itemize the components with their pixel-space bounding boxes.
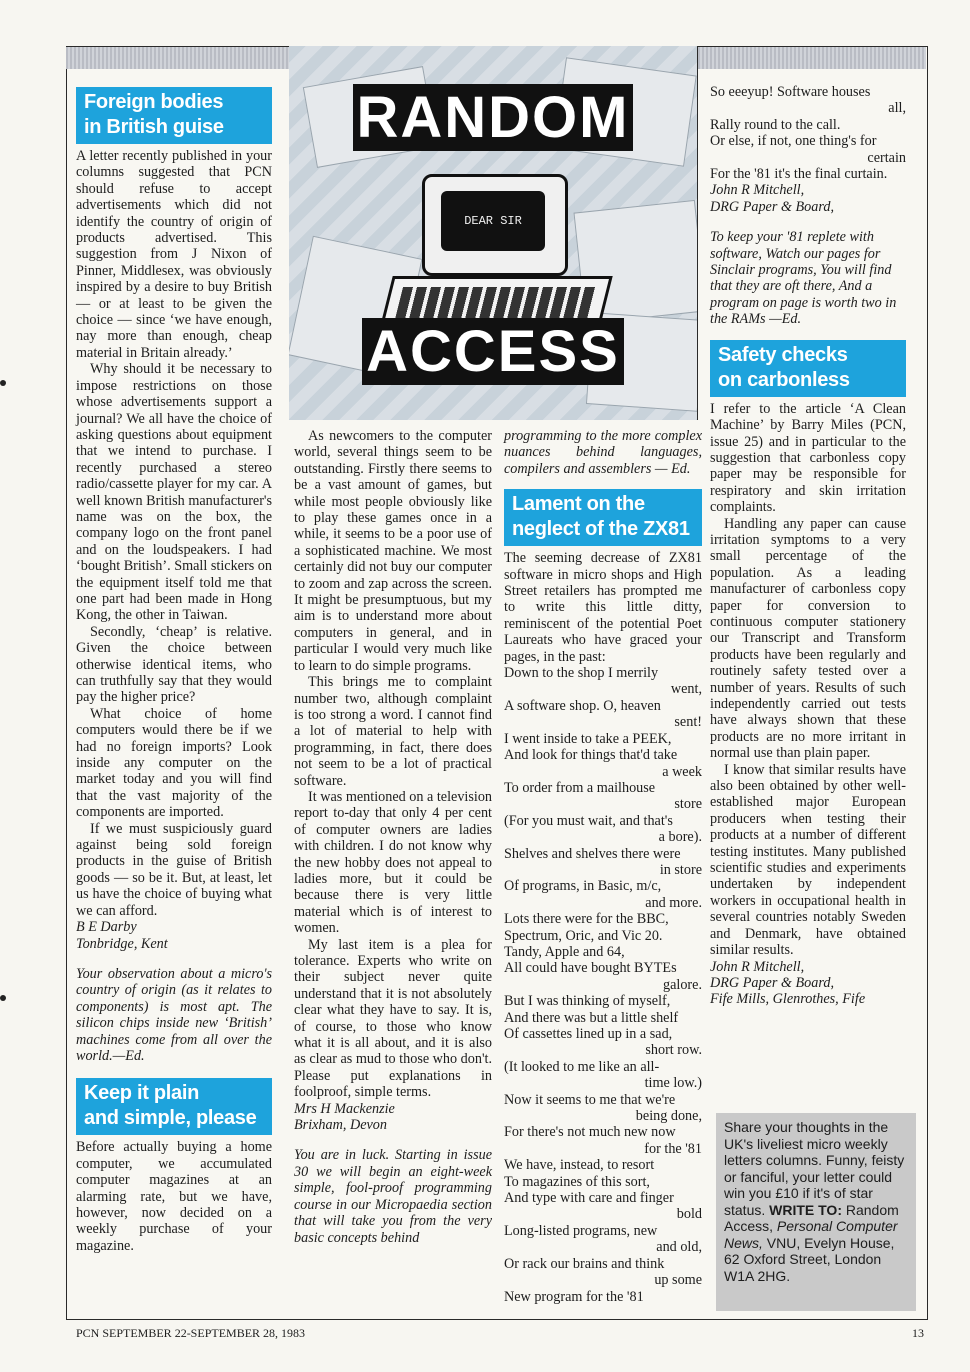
- column-2: [294, 428, 492, 1246]
- poem-line: We have, instead, to resort: [504, 1157, 655, 1174]
- column-3: [504, 428, 702, 1305]
- banner-title-random: RANDOM: [289, 84, 697, 151]
- editor-reply: To keep your '81 replete with software, Watch our pages for Sinclair programs, You will find that they are oft there, And a program on page is worth two in the RAMs —Ed.: [710, 229, 897, 328]
- poem: [710, 84, 906, 182]
- write-to-label: WRITE TO:: [769, 1201, 842, 1218]
- signature: John R Mitchell,: [710, 182, 805, 199]
- body-text: My last item is a plea for tolerance. Experts who write on their subject never quite understand that it is not absolutely clear what they have to say. It is, of course, to those who know what it is all about, and it is also as clear as mud to those who don't. Please put explanations in foolproof, simple terms.: [294, 936, 492, 1101]
- poem: [504, 665, 702, 1305]
- poem-line: New program for the '81: [504, 1288, 644, 1305]
- poem-line: A software shop. O, heaven sent!: [504, 697, 702, 731]
- page-number: 13: [912, 1326, 924, 1340]
- body-text: Handling any paper can cause irritation symptoms to a very small percentage of the population. As a leading manufacturer of carbonless copy paper for conversion to continuous computer stationery our Transcript and Transform products have been regularly and routinely safety tested over a number of years. Results of such independently carried out tests have always shown that these products are no more irritant in normal use than plain paper.: [710, 515, 906, 762]
- editor-reply-cont: programming to the more complex nuances behind languages, compilers and assemblers — Ed.: [504, 428, 702, 477]
- headline-lament: Lament on the neglect of the ZX81: [504, 489, 702, 546]
- poem-line: To magazines of this sort,: [504, 1173, 650, 1190]
- poem-line: Spectrum, Oric, and Vic 20.: [504, 927, 663, 944]
- editor-reply: Your observation about a micro's country of origin (as it relates to components) is most apt. The silicon chips inside new ‘British’ machines come from all over the world.—Ed.: [76, 965, 272, 1064]
- poem-line: Of cassettes lined up in a sad, short row.: [504, 1026, 702, 1059]
- signature-company: DRG Paper & Board,: [710, 974, 834, 991]
- poem-line: And type with care and finger bold: [504, 1190, 702, 1223]
- poem-line: Rally round to the call.: [710, 116, 841, 133]
- headline-safety-checks: Safety checks on carbonless: [710, 340, 906, 397]
- poem-line: Shelves and shelves there were in store: [504, 845, 702, 878]
- poem-line: Down to the shop I merrily went,: [504, 665, 702, 698]
- poem-line: (For you must wait, and that's a bore).: [504, 812, 702, 846]
- poem-line: Or rack our brains and think up some: [504, 1255, 702, 1289]
- share-box: [716, 1113, 916, 1311]
- signature-place: Fife Mills, Glenrothes, Fife: [710, 991, 866, 1008]
- body-text: I refer to the article ‘A Clean Machine’ by Barry Miles (PCN, issue 25) and in particular to the suggestion that carbonless copy paper may be responsible for respiratory and skin irritation complaints.: [710, 400, 906, 516]
- poem-line: And there was but a little shelf: [504, 1009, 679, 1026]
- editor-reply: You are in luck. Starting in issue 30 we will begin an eight-week simple, fool-proof programming course in our Micropaedia section that will take you from the very basic concepts behind: [294, 1147, 492, 1246]
- binder-hole: [0, 995, 6, 1001]
- body-text: If we must suspiciously guard against being sold foreign products in the guise of British goods — so be it. But, at least, let us have the choice of buying what we can afford.: [76, 820, 272, 919]
- poem-line: So eeeyup! Software houses all,: [710, 84, 906, 117]
- poem-line: Lots there were for the BBC,: [504, 911, 669, 928]
- headline-foreign-bodies: Foreign bodies in British guise: [76, 87, 272, 144]
- poem-line: Tandy, Apple and 64,: [504, 943, 625, 960]
- body-text: What choice of home computers would there be if we had no foreign imports? Look inside any computer on the market today and you will find that the vast majority of the components are imported.: [76, 705, 272, 821]
- poem-line: And look for things that'd take a week: [504, 747, 702, 780]
- poem-line: But I was thinking of myself,: [504, 993, 671, 1010]
- body-text: Before actually buying a home computer, we accumulated computer magazines at an alarming rate, but we have, however, now decided on a weekly purchase of your magazine.: [76, 1139, 272, 1254]
- signature-place: Brixham, Devon: [294, 1117, 387, 1134]
- poem-line: All could have bought BYTEs galore.: [504, 960, 702, 993]
- signature: John R Mitchell,: [710, 958, 805, 975]
- body-text: This brings me to complaint number two, although complaint is too strong a word. I cannot find a lot of material to help with programming, in fact, there does not seem to be a lot of practical software.: [294, 674, 492, 789]
- body-text: I know that similar results have also been obtained by other well-established major European producers when testing their products at a number of different testing institutes. Many published scientific studies and experiments undertaken by independent workers in occupational health in several countries notably Sweden and Denmark, have obtained similar results.: [710, 761, 906, 959]
- poem-line: For there's not much new now for the '81: [504, 1124, 702, 1157]
- signature-place: DRG Paper & Board,: [710, 198, 834, 215]
- column-1: [76, 87, 272, 1254]
- address-line: Personal Computer News,: [724, 1218, 898, 1251]
- signature: B E Darby: [76, 919, 137, 936]
- random-access-banner: [289, 46, 698, 420]
- poem-line: Of programs, in Basic, m/c, and more.: [504, 878, 702, 911]
- body-text: The seeming decrease of ZX81 software in micro shops and High Street retailers has prompted me to write this little ditty, reminiscent of the potential Poet Laureats who have graced your pages, in the past:: [504, 550, 702, 665]
- body-text: Why should it be necessary to impose restrictions on those whose advertisements support a journal? We all have the choice of asking questions about equipment that we intend to purchase. I recently purchased a stereo radio/cassette player for my car. A well known British manufacturer's name was on the box, the company logo on the front panel and on the loudspeakers. I had ‘bought British’. Small stickers on the equipment itself told me that one part had been made in Hong Kong, the other in Taiwan.: [76, 361, 273, 624]
- poem-line: I went inside to take a PEEK,: [504, 730, 672, 747]
- poem-line: (It looked to me like an all- time low.): [504, 1058, 702, 1092]
- body-text: A letter recently published in your columns suggested that PCN should refuse to accept advertisements which did not identify the country of origin of products advertised. This suggestion from J Nixon of Pinner, Middlesex, was obviously inspired by a desire to buy British — or at least to be given the choice — since ‘we have enough, nay more than enough, cheap material in Britain already.’: [76, 148, 272, 361]
- footer-issue: PCN SEPTEMBER 22-SEPTEMBER 28, 1983: [76, 1326, 306, 1340]
- signature-place: Tonbridge, Kent: [76, 935, 168, 952]
- poem-line: Long-listed programs, new and old,: [504, 1222, 702, 1256]
- poem-line: Now it seems to me that we're being done,: [504, 1091, 702, 1125]
- address-line: Random Access,: [724, 1201, 899, 1234]
- body-text: Secondly, ‘cheap’ is relative. Given the choice between otherwise identical items, who can truthfully say that they would pay the higher price?: [76, 623, 272, 706]
- body-text: As newcomers to the computer world, several things seem to be outstanding. Firstly there seems to be a vast amount of games, but while most people obviously like to play these games once in a while, it seems to be a poor use of a sophisticated machine. We most certainly did not buy our computer to zoom and zap across the screen. It might be presumptuous, but my aim is to understand more about computers in general, and in particular I would very much like to learn to do simple programs.: [294, 428, 492, 674]
- poem-line: Or else, if not, one thing's for certain: [710, 133, 906, 166]
- binder-hole: [0, 380, 6, 386]
- column-4: [710, 84, 906, 1008]
- monitor-screen-text: DEAR SIR: [441, 191, 545, 251]
- signature: Mrs H Mackenzie: [294, 1100, 395, 1117]
- share-text: Share your thoughts in the UK's liveliest micro weekly letters columns. Funny, feisty or fanciful, your letter could win you £10 if it's of star status.: [724, 1119, 905, 1218]
- banner-title-access: ACCESS: [289, 318, 697, 385]
- body-text: It was mentioned on a television report to-day that only 4 per cent of computer owners are ladies with children. I do not know why the new hobby does not appeal to ladies more, but it could be because there is very little material which is of interest to women.: [294, 788, 493, 937]
- address-line: VNU, Evelyn House, 62 Oxford Street, London W1A 2HG.: [724, 1234, 895, 1284]
- headline-keep-it-plain: Keep it plain and simple, please: [76, 1078, 272, 1135]
- poem-line: For the '81 it's the final curtain.: [710, 166, 888, 183]
- poem-line: To order from a mailhouse store: [504, 779, 702, 813]
- computer-monitor-icon: [422, 174, 568, 276]
